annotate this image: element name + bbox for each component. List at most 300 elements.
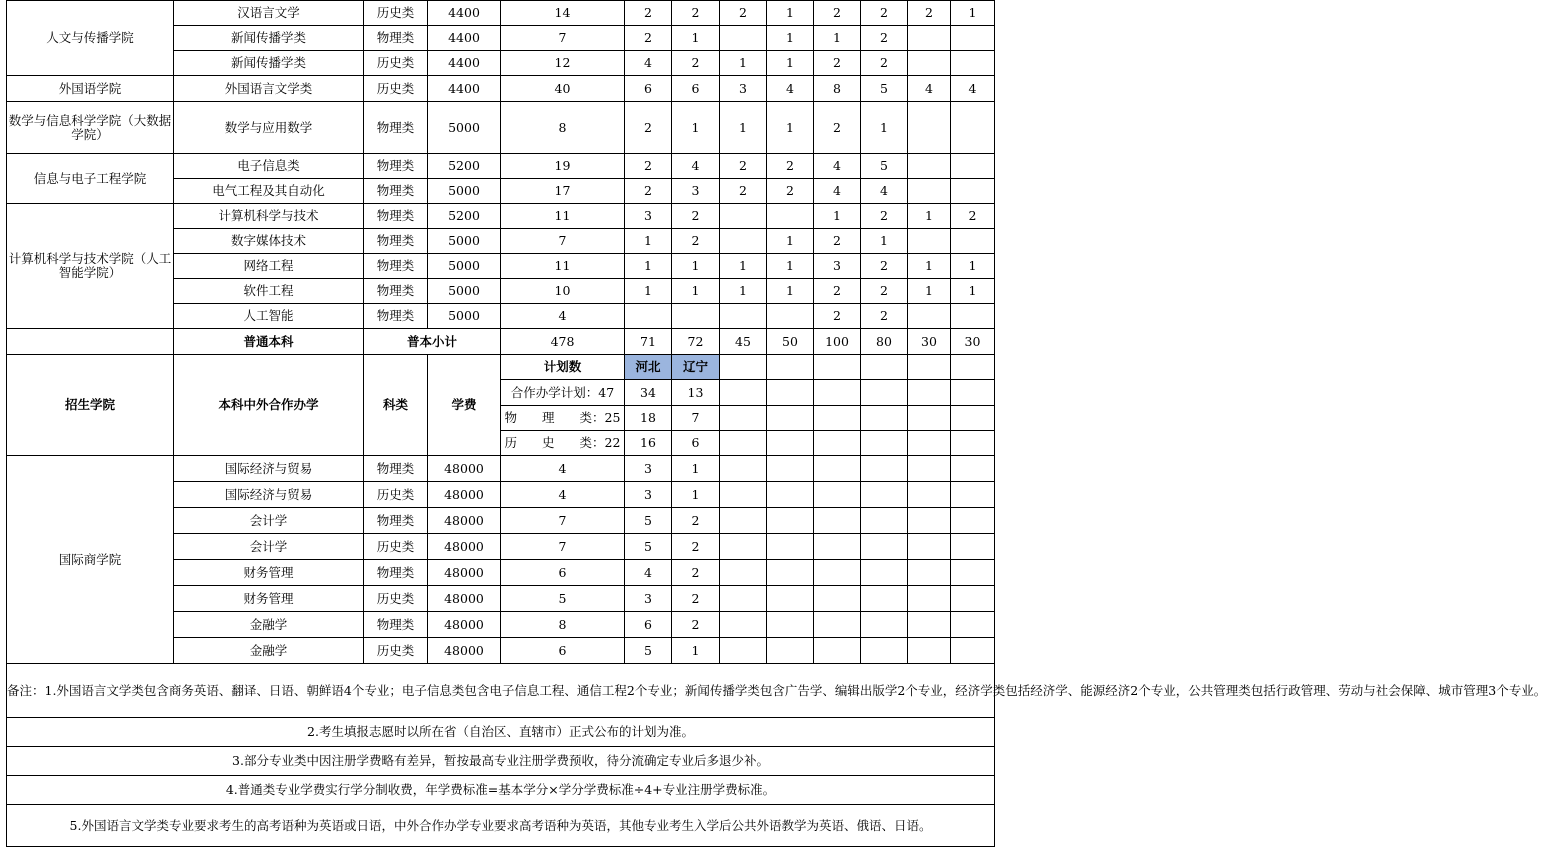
plan-count: 6 xyxy=(501,560,625,586)
table-row xyxy=(7,102,995,154)
subject-type: 历史类 xyxy=(364,482,428,508)
province-quota: 1 xyxy=(720,279,767,304)
subtotal-province-quota: 30 xyxy=(951,329,995,355)
empty-cell xyxy=(908,456,951,482)
plan-count: 8 xyxy=(501,612,625,638)
tuition-fee: 5000 xyxy=(428,229,501,254)
province-quota: 1 xyxy=(720,102,767,154)
province-quota xyxy=(951,229,995,254)
province-quota xyxy=(720,26,767,51)
province-quota: 1 xyxy=(672,456,720,482)
province-quota: 2 xyxy=(672,586,720,612)
major-name: 会计学 xyxy=(174,508,364,534)
province-quota: 2 xyxy=(814,1,861,26)
empty-cell xyxy=(951,431,995,456)
plan-count: 7 xyxy=(501,26,625,51)
subject-type: 物理类 xyxy=(364,102,428,154)
province-quota: 3 xyxy=(625,482,672,508)
tuition-fee: 5000 xyxy=(428,179,501,204)
province-quota: 2 xyxy=(908,1,951,26)
tuition-fee: 5200 xyxy=(428,154,501,179)
note-text: 5.外国语言文学类专业要求考生的高考语种为英语或日语，中外合作办学专业要求高考语种为英语，其他专业考生入学后公共外语教学为英语、俄语、日语。 xyxy=(7,805,995,847)
province-quota: 1 xyxy=(672,279,720,304)
college-name: 计算机科学与技术学院（人工智能学院） xyxy=(7,204,174,329)
subject-type: 历史类 xyxy=(364,638,428,664)
empty-cell xyxy=(951,612,995,638)
subtotal-plan: 478 xyxy=(501,329,625,355)
empty-cell xyxy=(720,431,767,456)
admission-plan-table xyxy=(6,0,1546,847)
empty-cell xyxy=(908,482,951,508)
table-row xyxy=(7,154,995,179)
tuition-fee: 5000 xyxy=(428,102,501,154)
empty-cell xyxy=(814,586,861,612)
college-name: 数学与信息科学学院（大数据学院） xyxy=(7,102,174,154)
province-quota: 2 xyxy=(672,1,720,26)
subtotal-province-quota: 71 xyxy=(625,329,672,355)
empty-cell xyxy=(814,482,861,508)
empty-cell xyxy=(814,508,861,534)
province-quota: 3 xyxy=(625,204,672,229)
province-quota: 2 xyxy=(672,612,720,638)
empty-cell xyxy=(861,456,908,482)
empty-cell xyxy=(767,534,814,560)
empty-cell xyxy=(814,534,861,560)
empty-cell xyxy=(720,456,767,482)
subject-type: 历史类 xyxy=(364,76,428,102)
province-quota: 5 xyxy=(625,638,672,664)
province-quota: 1 xyxy=(951,279,995,304)
province-quota: 1 xyxy=(908,254,951,279)
province-quota xyxy=(908,154,951,179)
plan-count: 6 xyxy=(501,638,625,664)
province-quota: 2 xyxy=(767,154,814,179)
empty-cell xyxy=(861,612,908,638)
province-quota: 2 xyxy=(720,179,767,204)
coop-summary-label: 历 史 类：22 xyxy=(501,431,625,456)
province-quota: 2 xyxy=(814,229,861,254)
province-quota xyxy=(720,229,767,254)
major-name: 国际经济与贸易 xyxy=(174,482,364,508)
plan-count: 17 xyxy=(501,179,625,204)
coop-fee-header: 学费 xyxy=(428,355,501,456)
table-row xyxy=(7,718,995,747)
plan-count: 8 xyxy=(501,102,625,154)
empty-cell xyxy=(720,560,767,586)
province-quota xyxy=(720,304,767,329)
empty-cell xyxy=(814,431,861,456)
coop-summary-quota: 7 xyxy=(672,406,720,431)
coop-summary-quota: 34 xyxy=(625,380,672,406)
province-quota: 1 xyxy=(767,26,814,51)
empty-cell xyxy=(861,482,908,508)
province-quota: 3 xyxy=(625,586,672,612)
empty-cell xyxy=(767,560,814,586)
province-quota: 5 xyxy=(861,154,908,179)
province-quota: 2 xyxy=(672,204,720,229)
major-name: 数学与应用数学 xyxy=(174,102,364,154)
plan-count: 11 xyxy=(501,204,625,229)
province-quota: 1 xyxy=(861,102,908,154)
subject-type: 物理类 xyxy=(364,254,428,279)
province-quota: 4 xyxy=(861,179,908,204)
province-quota: 2 xyxy=(672,560,720,586)
province-quota: 2 xyxy=(861,1,908,26)
college-name: 外国语学院 xyxy=(7,76,174,102)
major-name: 新闻传播学类 xyxy=(174,51,364,76)
subtotal-province-quota: 72 xyxy=(672,329,720,355)
coop-title: 本科中外合作办学 xyxy=(174,355,364,456)
province-quota: 2 xyxy=(861,26,908,51)
province-quota xyxy=(720,204,767,229)
province-quota: 1 xyxy=(672,102,720,154)
province-quota: 5 xyxy=(625,508,672,534)
province-quota: 1 xyxy=(672,638,720,664)
tuition-fee: 48000 xyxy=(428,612,501,638)
province-quota: 4 xyxy=(908,76,951,102)
plan-count: 10 xyxy=(501,279,625,304)
empty-cell xyxy=(951,534,995,560)
empty-cell xyxy=(767,406,814,431)
tuition-fee: 48000 xyxy=(428,456,501,482)
major-name: 电气工程及其自动化 xyxy=(174,179,364,204)
province-quota: 1 xyxy=(814,204,861,229)
plan-count: 14 xyxy=(501,1,625,26)
province-quota: 8 xyxy=(814,76,861,102)
subtotal-province-quota: 100 xyxy=(814,329,861,355)
empty-cell xyxy=(861,508,908,534)
province-quota: 2 xyxy=(720,1,767,26)
table-row xyxy=(7,329,995,355)
plan-count: 7 xyxy=(501,229,625,254)
province-quota: 4 xyxy=(625,560,672,586)
major-name: 软件工程 xyxy=(174,279,364,304)
province-quota: 1 xyxy=(767,51,814,76)
tuition-fee: 4400 xyxy=(428,76,501,102)
empty-cell xyxy=(814,560,861,586)
province-quota: 4 xyxy=(814,154,861,179)
subject-type: 历史类 xyxy=(364,586,428,612)
coop-summary-label: 物 理 类：25 xyxy=(501,406,625,431)
empty-cell xyxy=(908,380,951,406)
table-row xyxy=(7,776,995,805)
empty-cell xyxy=(861,534,908,560)
province-quota xyxy=(908,26,951,51)
province-quota: 1 xyxy=(672,254,720,279)
plan-count: 7 xyxy=(501,508,625,534)
province-quota: 4 xyxy=(767,76,814,102)
province-quota: 2 xyxy=(672,534,720,560)
province-quota: 2 xyxy=(625,154,672,179)
empty-cell xyxy=(861,586,908,612)
empty-cell xyxy=(951,482,995,508)
province-quota xyxy=(908,304,951,329)
table-row xyxy=(7,76,995,102)
tuition-fee: 48000 xyxy=(428,638,501,664)
province-quota: 2 xyxy=(672,508,720,534)
province-quota: 2 xyxy=(672,229,720,254)
province-quota: 1 xyxy=(814,26,861,51)
table-row xyxy=(7,355,995,380)
major-name: 国际经济与贸易 xyxy=(174,456,364,482)
province-quota: 3 xyxy=(720,76,767,102)
plan-count: 7 xyxy=(501,534,625,560)
province-quota: 1 xyxy=(767,1,814,26)
province-quota xyxy=(951,154,995,179)
empty-cell xyxy=(951,380,995,406)
college-name: 信息与电子工程学院 xyxy=(7,154,174,204)
subject-type: 物理类 xyxy=(364,204,428,229)
major-name: 电子信息类 xyxy=(174,154,364,179)
province-quota: 1 xyxy=(951,1,995,26)
subtotal-sublabel: 普本小计 xyxy=(364,329,501,355)
major-name: 外国语言文学类 xyxy=(174,76,364,102)
table-row xyxy=(7,805,995,847)
empty-cell xyxy=(814,456,861,482)
tuition-fee: 4400 xyxy=(428,51,501,76)
subtotal-blank xyxy=(7,329,174,355)
province-quota: 2 xyxy=(625,179,672,204)
province-quota: 1 xyxy=(720,51,767,76)
empty-cell xyxy=(767,638,814,664)
province-quota xyxy=(767,304,814,329)
empty-cell xyxy=(908,560,951,586)
province-header-liaoning: 辽宁 xyxy=(672,355,720,380)
tuition-fee: 5200 xyxy=(428,204,501,229)
empty-cell xyxy=(908,431,951,456)
province-quota: 3 xyxy=(814,254,861,279)
province-quota: 1 xyxy=(767,279,814,304)
province-header-hebei: 河北 xyxy=(625,355,672,380)
tuition-fee: 48000 xyxy=(428,586,501,612)
subject-type: 物理类 xyxy=(364,304,428,329)
coop-college-header: 招生学院 xyxy=(7,355,174,456)
major-name: 计算机科学与技术 xyxy=(174,204,364,229)
empty-cell xyxy=(861,355,908,380)
subject-type: 物理类 xyxy=(364,229,428,254)
subtotal-province-quota: 30 xyxy=(908,329,951,355)
province-quota xyxy=(767,204,814,229)
province-quota: 6 xyxy=(625,612,672,638)
province-quota: 4 xyxy=(672,154,720,179)
province-quota: 1 xyxy=(625,229,672,254)
empty-cell xyxy=(861,406,908,431)
empty-cell xyxy=(720,355,767,380)
province-quota: 1 xyxy=(672,26,720,51)
province-quota xyxy=(908,179,951,204)
subtotal-province-quota: 50 xyxy=(767,329,814,355)
province-quota xyxy=(625,304,672,329)
subject-type: 物理类 xyxy=(364,456,428,482)
subtotal-province-quota: 80 xyxy=(861,329,908,355)
subject-type: 物理类 xyxy=(364,26,428,51)
subject-type: 历史类 xyxy=(364,51,428,76)
province-quota: 1 xyxy=(908,204,951,229)
empty-cell xyxy=(767,612,814,638)
province-quota: 1 xyxy=(672,482,720,508)
empty-cell xyxy=(720,534,767,560)
subject-type: 物理类 xyxy=(364,179,428,204)
province-quota: 3 xyxy=(625,456,672,482)
coop-summary-quota: 6 xyxy=(672,431,720,456)
table-row xyxy=(7,1,995,26)
coop-college-name: 国际商学院 xyxy=(7,456,174,664)
province-quota: 2 xyxy=(767,179,814,204)
province-quota: 1 xyxy=(861,229,908,254)
college-name: 人文与传播学院 xyxy=(7,1,174,76)
table-row xyxy=(7,664,995,718)
tuition-fee: 48000 xyxy=(428,482,501,508)
major-name: 会计学 xyxy=(174,534,364,560)
coop-summary-quota: 18 xyxy=(625,406,672,431)
empty-cell xyxy=(767,586,814,612)
coop-subject-header: 科类 xyxy=(364,355,428,456)
empty-cell xyxy=(908,534,951,560)
province-quota: 1 xyxy=(767,102,814,154)
province-quota xyxy=(951,179,995,204)
major-name: 财务管理 xyxy=(174,586,364,612)
plan-count: 12 xyxy=(501,51,625,76)
note-text: 备注：1.外国语言文学类包含商务英语、翻译、日语、朝鲜语4个专业；电子信息类包含电子信息工程、通信工程2个专业；新闻传播学类包含广告学、编辑出版学2个专业，经济学类包括经济学、能源经济2个专业，公共管理类包括行政管理、劳动与社会保障、城市管理3个专业。 xyxy=(7,664,995,718)
province-quota: 4 xyxy=(625,51,672,76)
empty-cell xyxy=(951,406,995,431)
province-quota xyxy=(951,304,995,329)
province-quota: 2 xyxy=(861,304,908,329)
province-quota: 2 xyxy=(625,26,672,51)
empty-cell xyxy=(720,380,767,406)
note-text: 2.考生填报志愿时以所在省（自治区、直辖市）正式公布的计划为准。 xyxy=(7,718,995,747)
note-text: 4.普通类专业学费实行学分制收费，年学费标准=基本学分×学分学费标准÷4+专业注册学费标准。 xyxy=(7,776,995,805)
province-quota: 4 xyxy=(951,76,995,102)
empty-cell xyxy=(951,355,995,380)
plan-count: 4 xyxy=(501,482,625,508)
empty-cell xyxy=(908,508,951,534)
major-name: 金融学 xyxy=(174,612,364,638)
empty-cell xyxy=(814,406,861,431)
major-name: 网络工程 xyxy=(174,254,364,279)
province-quota: 6 xyxy=(625,76,672,102)
province-quota: 1 xyxy=(767,229,814,254)
empty-cell xyxy=(951,456,995,482)
coop-summary-label: 合作办学计划：47 xyxy=(501,380,625,406)
province-quota: 2 xyxy=(814,279,861,304)
province-quota xyxy=(908,102,951,154)
empty-cell xyxy=(720,508,767,534)
coop-plan-header: 计划数 xyxy=(501,355,625,380)
province-quota: 2 xyxy=(861,279,908,304)
province-quota: 1 xyxy=(908,279,951,304)
table-row xyxy=(7,747,995,776)
province-quota: 2 xyxy=(861,254,908,279)
tuition-fee: 4400 xyxy=(428,1,501,26)
tuition-fee: 48000 xyxy=(428,508,501,534)
empty-cell xyxy=(767,380,814,406)
province-quota: 1 xyxy=(951,254,995,279)
plan-count: 19 xyxy=(501,154,625,179)
empty-cell xyxy=(814,612,861,638)
subject-type: 物理类 xyxy=(364,612,428,638)
province-quota: 2 xyxy=(625,1,672,26)
province-quota xyxy=(951,26,995,51)
empty-cell xyxy=(814,638,861,664)
major-name: 新闻传播学类 xyxy=(174,26,364,51)
empty-cell xyxy=(767,482,814,508)
province-quota xyxy=(951,51,995,76)
province-quota: 1 xyxy=(625,279,672,304)
major-name: 金融学 xyxy=(174,638,364,664)
plan-count: 4 xyxy=(501,304,625,329)
plan-count: 40 xyxy=(501,76,625,102)
province-quota: 1 xyxy=(767,254,814,279)
tuition-fee: 4400 xyxy=(428,26,501,51)
empty-cell xyxy=(951,560,995,586)
empty-cell xyxy=(861,431,908,456)
major-name: 汉语言文学 xyxy=(174,1,364,26)
empty-cell xyxy=(908,355,951,380)
province-quota: 1 xyxy=(625,254,672,279)
empty-cell xyxy=(951,508,995,534)
empty-cell xyxy=(861,560,908,586)
empty-cell xyxy=(861,638,908,664)
province-quota: 2 xyxy=(814,51,861,76)
coop-summary-quota: 13 xyxy=(672,380,720,406)
empty-cell xyxy=(908,638,951,664)
major-name: 财务管理 xyxy=(174,560,364,586)
province-quota: 2 xyxy=(625,102,672,154)
subject-type: 物理类 xyxy=(364,560,428,586)
table-row xyxy=(7,204,995,229)
empty-cell xyxy=(951,586,995,612)
plan-count: 4 xyxy=(501,456,625,482)
empty-cell xyxy=(767,508,814,534)
table-row xyxy=(7,456,995,482)
subject-type: 物理类 xyxy=(364,154,428,179)
province-quota: 4 xyxy=(814,179,861,204)
province-quota: 2 xyxy=(814,304,861,329)
subject-type: 历史类 xyxy=(364,534,428,560)
plan-count: 5 xyxy=(501,586,625,612)
empty-cell xyxy=(720,586,767,612)
province-quota xyxy=(908,229,951,254)
major-name: 人工智能 xyxy=(174,304,364,329)
subject-type: 物理类 xyxy=(364,279,428,304)
province-quota: 2 xyxy=(720,154,767,179)
empty-cell xyxy=(861,380,908,406)
province-quota: 2 xyxy=(814,102,861,154)
empty-cell xyxy=(908,406,951,431)
province-quota xyxy=(908,51,951,76)
province-quota xyxy=(951,102,995,154)
province-quota: 2 xyxy=(861,204,908,229)
tuition-fee: 5000 xyxy=(428,279,501,304)
subject-type: 历史类 xyxy=(364,1,428,26)
empty-cell xyxy=(908,612,951,638)
plan-count: 11 xyxy=(501,254,625,279)
province-quota: 5 xyxy=(625,534,672,560)
major-name: 数字媒体技术 xyxy=(174,229,364,254)
tuition-fee: 48000 xyxy=(428,560,501,586)
province-quota: 3 xyxy=(672,179,720,204)
empty-cell xyxy=(720,612,767,638)
empty-cell xyxy=(767,431,814,456)
tuition-fee: 48000 xyxy=(428,534,501,560)
empty-cell xyxy=(767,355,814,380)
note-text: 3.部分专业类中因注册学费略有差异，暂按最高专业注册学费预收，待分流确定专业后多退少补。 xyxy=(7,747,995,776)
empty-cell xyxy=(767,456,814,482)
subject-type: 物理类 xyxy=(364,508,428,534)
province-quota: 6 xyxy=(672,76,720,102)
province-quota: 2 xyxy=(672,51,720,76)
